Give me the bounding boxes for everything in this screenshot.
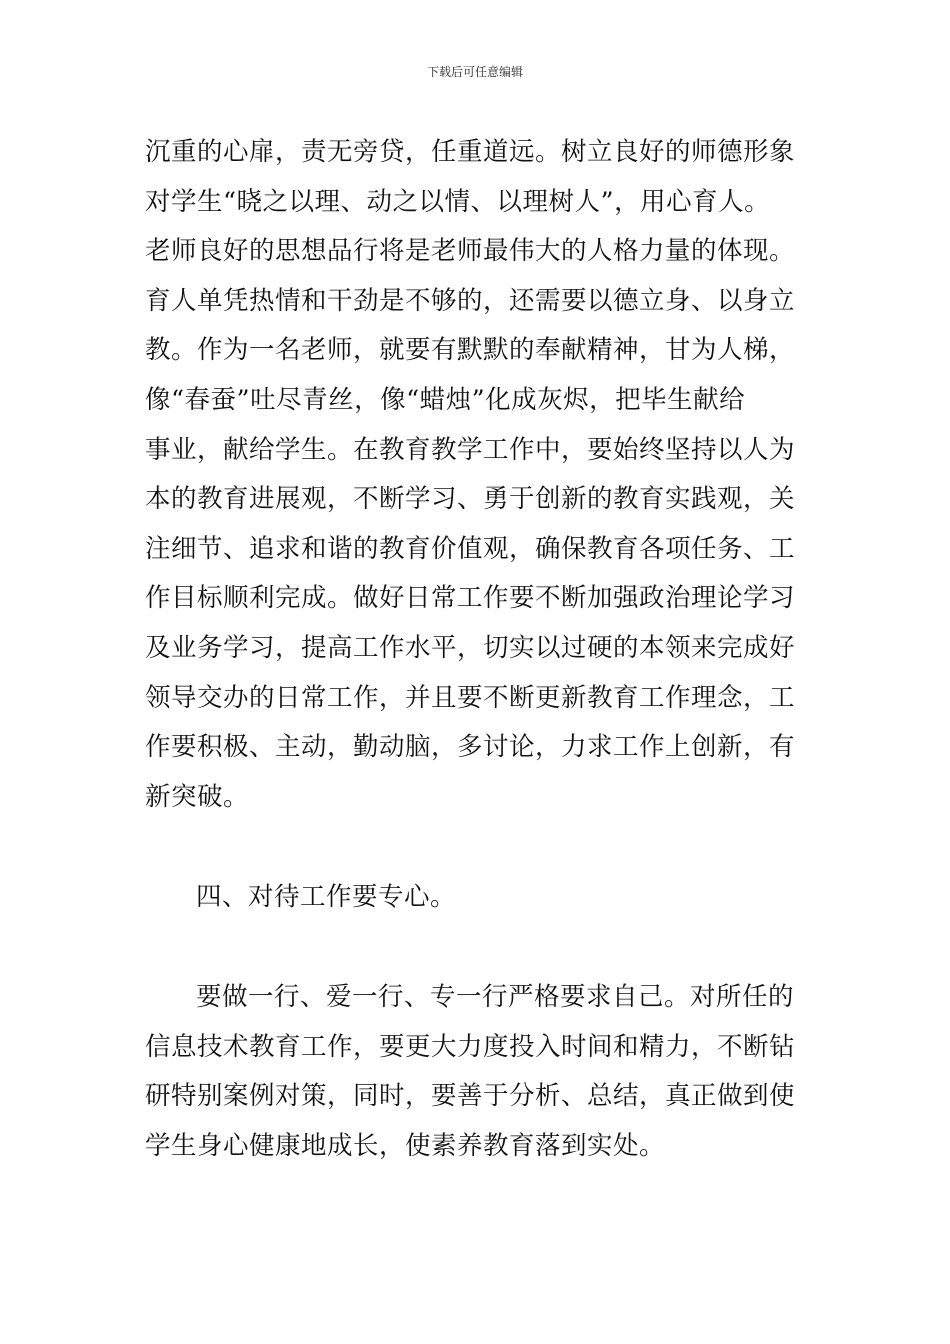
text-line: 注细节、追求和谐的教育价值观，确保教育各项任务、工 bbox=[145, 533, 796, 564]
text-line: 学生身心健康地成长，使素养教育落到实处。 bbox=[145, 1130, 666, 1161]
text-line: 领导交办的日常工作，并且要不断更新教育工作理念，工 bbox=[145, 682, 796, 713]
text-line: 教。作为一名老师，就要有默默的奉献精神，甘为人梯， bbox=[145, 335, 796, 366]
text-line: 事业，献给学生。在教育教学工作中，要始终坚持以人为 bbox=[145, 434, 796, 465]
section-heading bbox=[145, 873, 810, 923]
text-line: 信息技术教育工作，要更大力度投入时间和精力，不断钻 bbox=[145, 1031, 796, 1062]
text-line: 作目标顺利完成。做好日常工作要不断加强政治理论学习 bbox=[145, 583, 796, 614]
text-line: 及业务学习，提高工作水平，切实以过硬的本领来完成好 bbox=[145, 632, 796, 663]
text-line: 育人单凭热情和干劲是不够的，还需要以德立身、以身立 bbox=[145, 285, 796, 316]
text-line: 像“春蚕”吐尽青丝，像“蜡烛”化成灰烬，把毕生献给 bbox=[145, 384, 746, 415]
text-line: 新突破。 bbox=[145, 781, 250, 812]
text-line: 作要积极、主动，勤动脑，多讨论，力求工作上创新，有 bbox=[145, 732, 796, 763]
text-line: 要做一行、爱一行、专一行严格要求自己。对所任的 bbox=[196, 982, 795, 1012]
body-paragraph bbox=[145, 973, 810, 1171]
body-paragraph bbox=[145, 128, 810, 822]
section-heading-text: 四、对待工作要专心。 bbox=[196, 882, 457, 912]
text-line: 老师良好的思想品行将是老师最伟大的人格力量的体现。 bbox=[145, 236, 796, 267]
text-line: 本的教育进展观，不断学习、勇于创新的教育实践观，关 bbox=[145, 484, 796, 515]
text-line: 研特别案例对策，同时，要善于分析、总结，真正做到使 bbox=[145, 1081, 796, 1112]
text-line: 对学生“晓之以理、动之以情、以理树人”，用心育人。 bbox=[145, 186, 771, 217]
page-header: 下载后可任意编辑 bbox=[426, 65, 523, 79]
text-line: 沉重的心扉，责无旁贷，任重道远。树立良好的师德形象 bbox=[145, 137, 796, 167]
